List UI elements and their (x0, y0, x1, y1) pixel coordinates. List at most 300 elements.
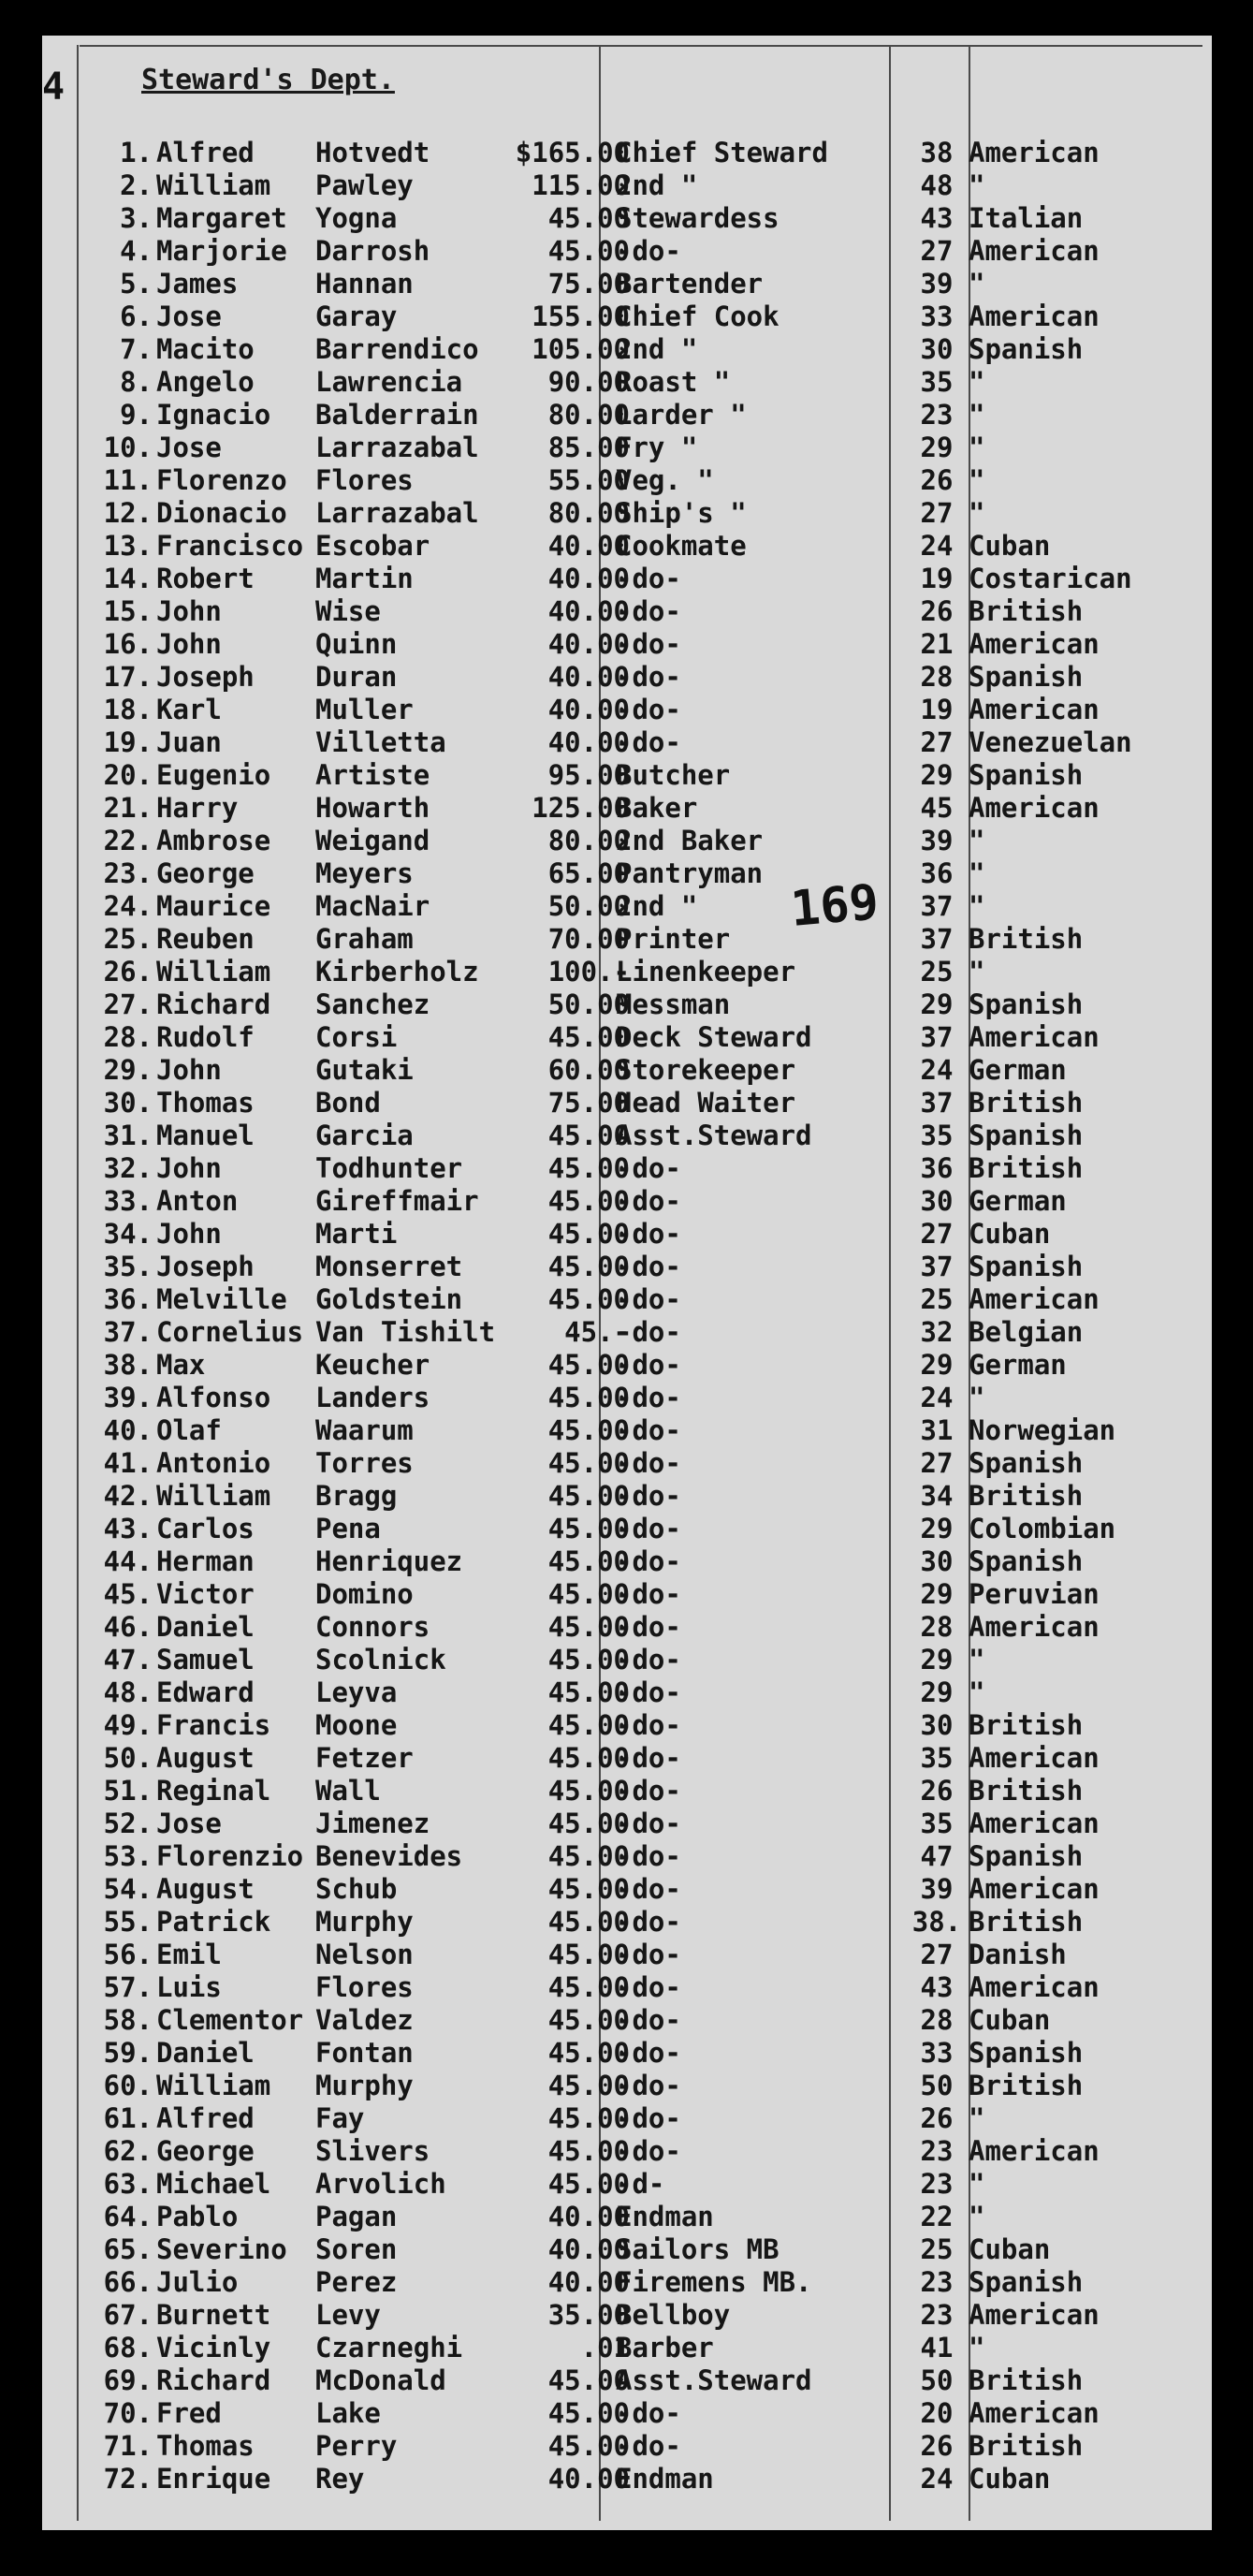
crew-nationality: Spanish (969, 1120, 1084, 1151)
crew-position: -do- (616, 2102, 681, 2134)
crew-row (42, 1087, 1212, 1120)
crew-last-name: Garay (315, 300, 398, 332)
crew-nationality: British (969, 1709, 1084, 1741)
crew-last-name: Perez (315, 2266, 398, 2298)
crew-age: 30 (920, 1545, 954, 1577)
crew-last-name: Fay (315, 2102, 365, 2134)
crew-last-name: Arvolich (315, 2168, 446, 2200)
crew-first-name: Joseph (156, 1251, 255, 1282)
crew-row (42, 366, 1212, 399)
crew-age: 27 (920, 1218, 954, 1250)
crew-number: 11. (103, 464, 153, 496)
crew-wage: 45.00 (547, 1283, 630, 1315)
crew-nationality: American (969, 2299, 1100, 2331)
crew-first-name: William (156, 1480, 271, 1512)
crew-position: Stewardess (616, 202, 779, 234)
crew-nationality: " (969, 1644, 985, 1676)
crew-row (42, 1611, 1212, 1644)
crew-row (42, 464, 1212, 497)
crew-last-name: Perry (315, 2430, 398, 2462)
crew-last-name: Duran (315, 661, 398, 693)
crew-number: 17. (103, 661, 153, 693)
crew-position: Veg. " (616, 464, 714, 496)
crew-age: 37 (920, 923, 954, 955)
crew-wage: 45.00 (547, 1021, 630, 1053)
crew-wage: 45.00 (547, 202, 630, 234)
crew-last-name: Muller (315, 694, 414, 725)
crew-row (42, 1873, 1212, 1906)
crew-age: 25 (920, 1283, 954, 1315)
crew-nationality: Danish (969, 1939, 1067, 1970)
crew-number: 23. (103, 857, 153, 889)
crew-last-name: Garcia (315, 1120, 414, 1151)
crew-number: 13. (103, 530, 153, 562)
crew-wage: 45.00 (547, 235, 630, 267)
crew-number: 4. (120, 235, 153, 267)
crew-row (42, 2233, 1212, 2266)
crew-age: 32 (920, 1316, 954, 1348)
crew-row (42, 137, 1212, 169)
crew-number: 7. (120, 333, 153, 365)
crew-last-name: Rey (315, 2463, 365, 2495)
crew-position: -do- (616, 1971, 681, 2003)
crew-first-name: George (156, 2135, 255, 2167)
crew-row (42, 1218, 1212, 1251)
crew-number: 24. (103, 890, 153, 922)
crew-first-name: Florenzo (156, 464, 287, 496)
crew-wage: 40.00 (547, 2266, 630, 2298)
crew-last-name: Flores (315, 1971, 414, 2003)
crew-last-name: Corsi (315, 1021, 398, 1053)
crew-last-name: Van Tishilt (315, 1316, 496, 1348)
crew-wage: 45.- (564, 1316, 630, 1348)
crew-wage: 45.00 (547, 1840, 630, 1872)
crew-position: Sailors MB (616, 2233, 779, 2265)
crew-position: -do- (616, 1939, 681, 1970)
crew-age: 35 (920, 1742, 954, 1774)
crew-wage: 45.00 (547, 1349, 630, 1381)
crew-first-name: William (156, 956, 271, 988)
crew-row (42, 1447, 1212, 1480)
crew-age: 35 (920, 366, 954, 398)
crew-nationality: American (969, 1283, 1100, 1315)
crew-position: -do- (616, 1840, 681, 1872)
crew-nationality: American (969, 137, 1100, 168)
crew-row (42, 432, 1212, 464)
crew-position: -do- (616, 1414, 681, 1446)
crew-nationality: Costarican (969, 563, 1132, 594)
crew-wage: 45.00 (547, 1545, 630, 1577)
crew-first-name: August (156, 1742, 255, 1774)
crew-wage: 85.00 (547, 432, 630, 463)
crew-first-name: Melville (156, 1283, 287, 1315)
crew-number: 44. (103, 1545, 153, 1577)
crew-number: 36. (103, 1283, 153, 1315)
crew-nationality: " (969, 825, 985, 856)
crew-first-name: Patrick (156, 1906, 271, 1938)
crew-row (42, 2070, 1212, 2102)
crew-age: 27 (920, 726, 954, 758)
crew-row (42, 563, 1212, 595)
crew-age: 29 (920, 759, 954, 791)
crew-wage: 40.00 (547, 726, 630, 758)
crew-row (42, 1120, 1212, 1152)
crew-first-name: Alfred (156, 2102, 255, 2134)
crew-last-name: Yogna (315, 202, 398, 234)
crew-last-name: Pagan (315, 2201, 398, 2232)
crew-row (42, 333, 1212, 366)
crew-first-name: August (156, 1873, 255, 1905)
crew-last-name: Murphy (315, 1906, 414, 1938)
crew-age: 27 (920, 497, 954, 529)
crew-position: -do- (616, 1316, 681, 1348)
crew-wage: 45.00 (547, 1480, 630, 1512)
crew-last-name: Nelson (315, 1939, 414, 1970)
crew-first-name: James (156, 268, 239, 300)
crew-first-name: John (156, 595, 222, 627)
crew-wage: 50.00 (547, 890, 630, 922)
crew-position: -do- (616, 1676, 681, 1708)
crew-position: -do- (616, 1218, 681, 1250)
crew-number: 68. (103, 2332, 153, 2364)
crew-number: 63. (103, 2168, 153, 2200)
crew-first-name: Vicinly (156, 2332, 271, 2364)
crew-number: 22. (103, 825, 153, 856)
crew-nationality: Spanish (969, 759, 1084, 791)
crew-last-name: Wise (315, 595, 381, 627)
crew-last-name: Barrendico (315, 333, 479, 365)
crew-row (42, 2201, 1212, 2233)
crew-age: 24 (920, 530, 954, 562)
crew-nationality: Spanish (969, 1545, 1084, 1577)
crew-row (42, 759, 1212, 792)
crew-age: 37 (920, 890, 954, 922)
crew-nationality: Spanish (969, 1251, 1084, 1282)
crew-position: Roast " (616, 366, 731, 398)
crew-row (42, 1971, 1212, 2004)
crew-age: 28 (920, 1611, 954, 1643)
crew-row (42, 169, 1212, 202)
crew-row (42, 1709, 1212, 1742)
crew-position: Chief Steward (616, 137, 828, 168)
crew-wage: 45.00 (547, 1382, 630, 1413)
crew-number: 41. (103, 1447, 153, 1479)
crew-wage: 60.00 (547, 1054, 630, 1086)
crew-nationality: " (969, 366, 985, 398)
crew-number: 47. (103, 1644, 153, 1676)
crew-age: 23 (920, 2135, 954, 2167)
crew-position: -do- (616, 1906, 681, 1938)
crew-wage: 45.00 (547, 1971, 630, 2003)
crew-nationality: " (969, 890, 985, 922)
crew-first-name: Thomas (156, 2430, 255, 2462)
crew-position: -do- (616, 563, 681, 594)
crew-wage: 45.00 (547, 2135, 630, 2167)
crew-wage: 45.00 (547, 1611, 630, 1643)
crew-row (42, 1513, 1212, 1545)
crew-nationality: " (969, 432, 985, 463)
crew-first-name: Victor (156, 1578, 255, 1610)
crew-age: 47 (920, 1840, 954, 1872)
crew-number: 71. (103, 2430, 153, 2462)
crew-nationality: Spanish (969, 333, 1084, 365)
crew-wage: 105.00 (532, 333, 630, 365)
crew-number: 58. (103, 2004, 153, 2036)
crew-number: 69. (103, 2364, 153, 2396)
crew-wage: 45.00 (547, 2397, 630, 2429)
crew-number: 39. (103, 1382, 153, 1413)
crew-row (42, 1545, 1212, 1578)
crew-last-name: Scolnick (315, 1644, 446, 1676)
crew-first-name: Joseph (156, 661, 255, 693)
crew-position: -do- (616, 1644, 681, 1676)
crew-number: 16. (103, 628, 153, 660)
crew-nationality: Spanish (969, 2266, 1084, 2298)
crew-last-name: Darrosh (315, 235, 430, 267)
crew-first-name: Jose (156, 432, 222, 463)
crew-nationality: British (969, 595, 1084, 627)
crew-nationality: Venezuelan (969, 726, 1132, 758)
crew-first-name: Rudolf (156, 1021, 255, 1053)
crew-last-name: Sanchez (315, 988, 430, 1020)
crew-first-name: Robert (156, 563, 255, 594)
crew-first-name: Julio (156, 2266, 239, 2298)
crew-row (42, 2037, 1212, 2070)
crew-wage: 155.00 (532, 300, 630, 332)
crew-row (42, 2332, 1212, 2364)
crew-last-name: Bragg (315, 1480, 398, 1512)
crew-first-name: Richard (156, 988, 271, 1020)
crew-number: 56. (103, 1939, 153, 1970)
crew-nationality: " (969, 2201, 985, 2232)
crew-position: -do- (616, 2037, 681, 2069)
crew-number: 26. (103, 956, 153, 988)
crew-last-name: Escobar (315, 530, 430, 562)
crew-last-name: Torres (315, 1447, 414, 1479)
crew-last-name: Fontan (315, 2037, 414, 2069)
crew-number: 27. (103, 988, 153, 1020)
crew-age: 29 (920, 1513, 954, 1544)
crew-number: 18. (103, 694, 153, 725)
crew-number: 31. (103, 1120, 153, 1151)
crew-nationality: British (969, 1152, 1084, 1184)
crew-first-name: Luis (156, 1971, 222, 2003)
crew-number: 28. (103, 1021, 153, 1053)
crew-number: 48. (103, 1676, 153, 1708)
crew-first-name: William (156, 2070, 271, 2101)
crew-position: Asst.Steward (616, 1120, 812, 1151)
crew-number: 54. (103, 1873, 153, 1905)
crew-last-name: Bond (315, 1087, 381, 1119)
crew-first-name: Ambrose (156, 825, 271, 856)
crew-first-name: Harry (156, 792, 239, 824)
crew-wage: 45.00 (547, 1644, 630, 1676)
crew-last-name: Gutaki (315, 1054, 414, 1086)
crew-wage: 35.00 (547, 2299, 630, 2331)
crew-age: 26 (920, 1775, 954, 1807)
crew-nationality: " (969, 169, 985, 201)
crew-number: 29. (103, 1054, 153, 1086)
crew-nationality: " (969, 497, 985, 529)
crew-first-name: Emil (156, 1939, 222, 1970)
crew-last-name: Villetta (315, 726, 446, 758)
crew-number: 49. (103, 1709, 153, 1741)
crew-first-name: Fred (156, 2397, 222, 2429)
crew-last-name: Jimenez (315, 1808, 430, 1839)
crew-last-name: Czarneghi (315, 2332, 463, 2364)
crew-wage: 45.00 (547, 1742, 630, 1774)
crew-age: 33 (920, 2037, 954, 2069)
crew-wage: 45.00 (547, 1414, 630, 1446)
crew-position: Barber (616, 2332, 714, 2364)
crew-nationality: American (969, 1611, 1100, 1643)
crew-age: 43 (920, 1971, 954, 2003)
crew-age: 36 (920, 857, 954, 889)
crew-age: 39 (920, 1873, 954, 1905)
crew-wage: 40.00 (547, 530, 630, 562)
crew-nationality: Cuban (969, 2004, 1051, 2036)
crew-wage: 45.00 (547, 1447, 630, 1479)
crew-age: 24 (920, 2463, 954, 2495)
crew-first-name: John (156, 1218, 222, 1250)
crew-wage: 45.00 (547, 2102, 630, 2134)
crew-first-name: Edward (156, 1676, 255, 1708)
crew-position: Printer (616, 923, 731, 955)
crew-age: 30 (920, 1185, 954, 1217)
crew-position: Pantryman (616, 857, 764, 889)
crew-last-name: Hannan (315, 268, 414, 300)
crew-row (42, 1283, 1212, 1316)
crew-last-name: Schub (315, 1873, 398, 1905)
crew-position: Bellboy (616, 2299, 731, 2331)
crew-nationality: German (969, 1054, 1067, 1086)
crew-first-name: Enrique (156, 2463, 271, 2495)
crew-last-name: Hotvedt (315, 137, 430, 168)
crew-row (42, 1906, 1212, 1939)
crew-first-name: Severino (156, 2233, 287, 2265)
crew-number: 9. (120, 399, 153, 431)
crew-row (42, 1382, 1212, 1414)
crew-age: 19 (920, 694, 954, 725)
crew-age: 25 (920, 2233, 954, 2265)
crew-age: 48 (920, 169, 954, 201)
crew-last-name: Landers (315, 1382, 430, 1413)
crew-position: -do- (616, 1775, 681, 1807)
crew-last-name: Soren (315, 2233, 398, 2265)
crew-nationality: British (969, 1480, 1084, 1512)
crew-last-name: Artiste (315, 759, 430, 791)
crew-wage: 70.00 (547, 923, 630, 955)
page-mark: 4 (42, 66, 66, 109)
crew-row (42, 1676, 1212, 1709)
crew-age: 23 (920, 399, 954, 431)
crew-age: 35 (920, 1808, 954, 1839)
crew-nationality: American (969, 1021, 1100, 1053)
crew-age: 45 (920, 792, 954, 824)
crew-first-name: Marjorie (156, 235, 287, 267)
crew-wage: 45.00 (547, 1218, 630, 1250)
crew-row (42, 1939, 1212, 1971)
crew-position: -do- (616, 1578, 681, 1610)
crew-row (42, 726, 1212, 759)
crew-position: -do- (616, 2070, 681, 2101)
crew-position: -do- (616, 1283, 681, 1315)
crew-wage: 50.00 (547, 988, 630, 1020)
crew-first-name: Macito (156, 333, 255, 365)
crew-position: Head Waiter (616, 1087, 796, 1119)
crew-row (42, 988, 1212, 1021)
crew-position: Firemens MB. (616, 2266, 812, 2298)
crew-age: 37 (920, 1021, 954, 1053)
crew-number: 2. (120, 169, 153, 201)
crew-age: 27 (920, 1939, 954, 1970)
crew-wage: 40.00 (547, 2463, 630, 2495)
crew-position: Baker (616, 792, 698, 824)
crew-wage: 45.00 (547, 1152, 630, 1184)
crew-position: -do- (616, 1709, 681, 1741)
crew-row (42, 1021, 1212, 1054)
crew-number: 60. (103, 2070, 153, 2101)
crew-first-name: George (156, 857, 255, 889)
crew-nationality: " (969, 464, 985, 496)
crew-number: 45. (103, 1578, 153, 1610)
crew-first-name: Clementor (156, 2004, 304, 2036)
crew-number: 34. (103, 1218, 153, 1250)
crew-wage: 45.00 (547, 1709, 630, 1741)
crew-nationality: American (969, 1873, 1100, 1905)
crew-last-name: Pawley (315, 169, 414, 201)
crew-last-name: Kirberholz (315, 956, 479, 988)
crew-last-name: Meyers (315, 857, 414, 889)
crew-last-name: Moone (315, 1709, 398, 1741)
crew-age: 38. (911, 1906, 962, 1938)
crew-nationality: Norwegian (969, 1414, 1116, 1446)
crew-age: 22 (920, 2201, 954, 2232)
crew-position: -do- (616, 661, 681, 693)
crew-number: 14. (103, 563, 153, 594)
crew-first-name: John (156, 1152, 222, 1184)
crew-first-name: Juan (156, 726, 222, 758)
crew-position: Messman (616, 988, 731, 1020)
crew-age: 26 (920, 595, 954, 627)
crew-row (42, 2266, 1212, 2299)
crew-number: 20. (103, 759, 153, 791)
crew-number: 72. (103, 2463, 153, 2495)
crew-row (42, 202, 1212, 235)
crew-age: 29 (920, 1676, 954, 1708)
crew-age: 35 (920, 1120, 954, 1151)
crew-position: -do- (616, 1611, 681, 1643)
crew-position: Endman (616, 2201, 714, 2232)
crew-position: -do- (616, 1349, 681, 1381)
crew-number: 15. (103, 595, 153, 627)
crew-nationality: " (969, 268, 985, 300)
crew-age: 50 (920, 2070, 954, 2101)
crew-number: 19. (103, 726, 153, 758)
crew-first-name: John (156, 628, 222, 660)
crew-age: 36 (920, 1152, 954, 1184)
crew-last-name: Marti (315, 1218, 398, 1250)
crew-nationality: German (969, 1349, 1067, 1381)
crew-age: 29 (920, 1578, 954, 1610)
crew-wage: 40.00 (547, 2201, 630, 2232)
crew-row (42, 1742, 1212, 1775)
crew-last-name: Connors (315, 1611, 430, 1643)
crew-age: 24 (920, 1382, 954, 1413)
crew-age: 30 (920, 1709, 954, 1741)
crew-wage: 45.00 (547, 2004, 630, 2036)
crew-last-name: Murphy (315, 2070, 414, 2101)
